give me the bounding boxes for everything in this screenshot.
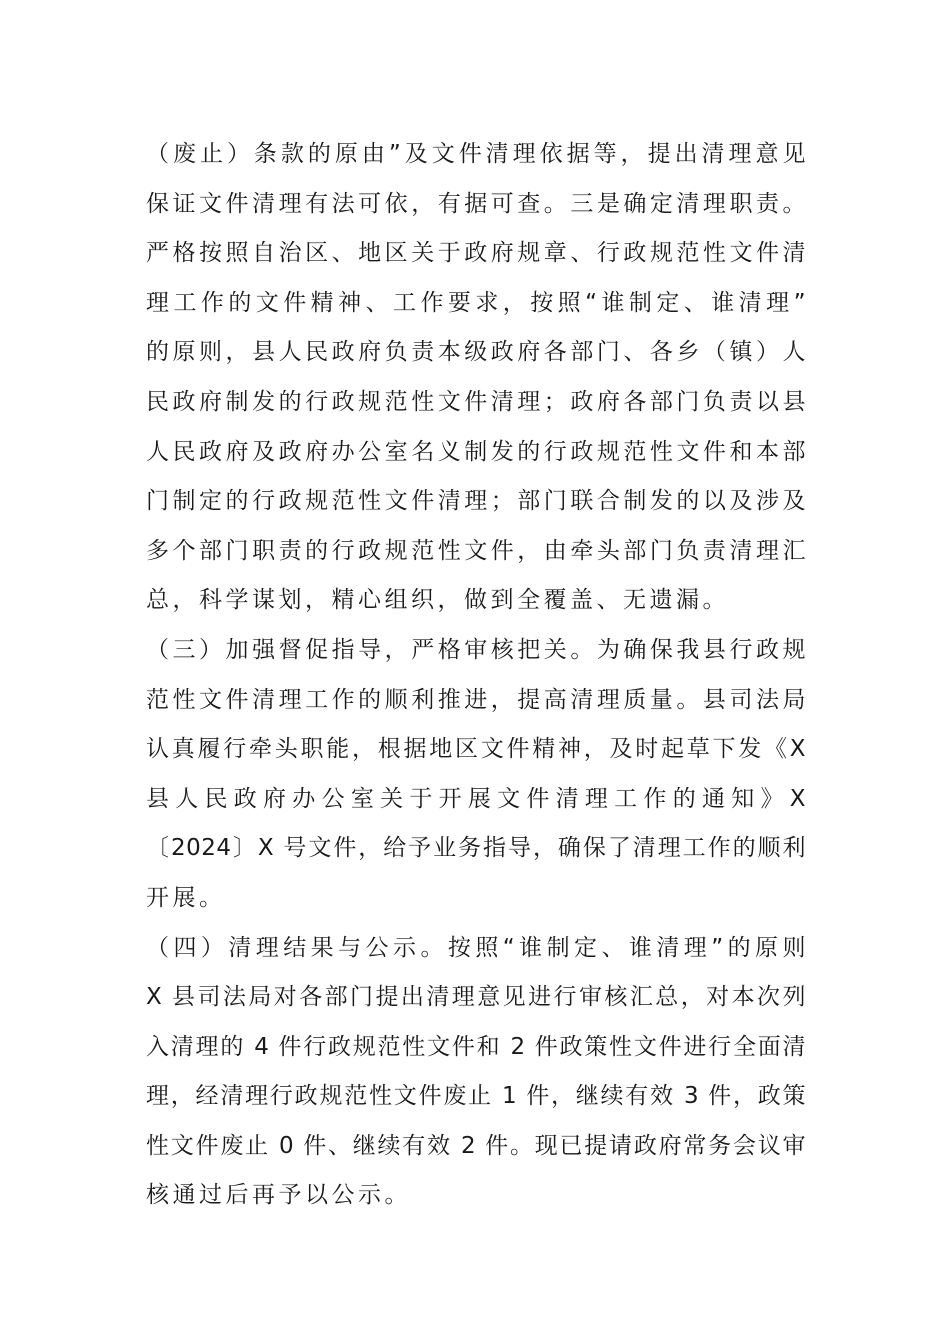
text-line: （三）加强督促指导，严格审核把关。为确保我县行政规: [146, 636, 806, 663]
paragraph-supervision: [146, 626, 806, 924]
text-line: （四）清理结果与公示。按照“谁制定、谁清理”的原则: [146, 934, 806, 961]
paragraph-cleanup-duties: [146, 130, 806, 626]
text-line: 范性文件清理工作的顺利推进，提高清理质量。县司法局: [146, 686, 806, 713]
text-line: 开展。: [146, 884, 226, 911]
text-line: 县人民政府办公室关于开展文件清理工作的通知》X: [146, 785, 806, 812]
text-line: X 县司法局对各部门提出清理意见进行审核汇总，对本次列: [146, 984, 806, 1011]
text-line: 核通过后再予以公示。: [146, 1182, 411, 1209]
paragraph-results: [146, 924, 806, 1222]
text-line: 的原则，县人民政府负责本级政府各部门、各乡（镇）人: [146, 339, 806, 366]
text-line: 人民政府及政府办公室名义制发的行政规范性文件和本部: [146, 438, 806, 465]
text-line: 多个部门职责的行政规范性文件，由牵头部门负责清理汇: [146, 537, 806, 564]
text-line: 认真履行牵头职能，根据地区文件精神，及时起草下发《X: [146, 736, 806, 763]
text-line: 门制定的行政规范性文件清理；部门联合制发的以及涉及: [146, 488, 806, 515]
text-line: 保证文件清理有法可依，有据可查。三是确定清理职责。: [146, 190, 806, 217]
text-line: 理，经清理行政规范性文件废止 1 件，继续有效 3 件，政策: [146, 1083, 806, 1110]
text-line: 〔2024〕X 号文件，给予业务指导，确保了清理工作的顺利: [146, 835, 806, 862]
text-line: 总，科学谋划，精心组织，做到全覆盖、无遗漏。: [146, 587, 729, 614]
body-text: [146, 130, 806, 1221]
text-line: 理工作的文件精神、工作要求，按照“谁制定、谁清理”: [146, 289, 806, 316]
text-line: （废止）条款的原由”及文件清理依据等，提出清理意见: [146, 141, 806, 167]
text-line: 性文件废止 0 件、继续有效 2 件。现已提请政府常务会议审: [146, 1132, 806, 1159]
text-line: 严格按照自治区、地区关于政府规章、行政规范性文件清: [146, 240, 806, 267]
text-line: 民政府制发的行政规范性文件清理；政府各部门负责以县: [146, 388, 806, 415]
text-line: 入清理的 4 件行政规范性文件和 2 件政策性文件进行全面清: [146, 1033, 806, 1060]
